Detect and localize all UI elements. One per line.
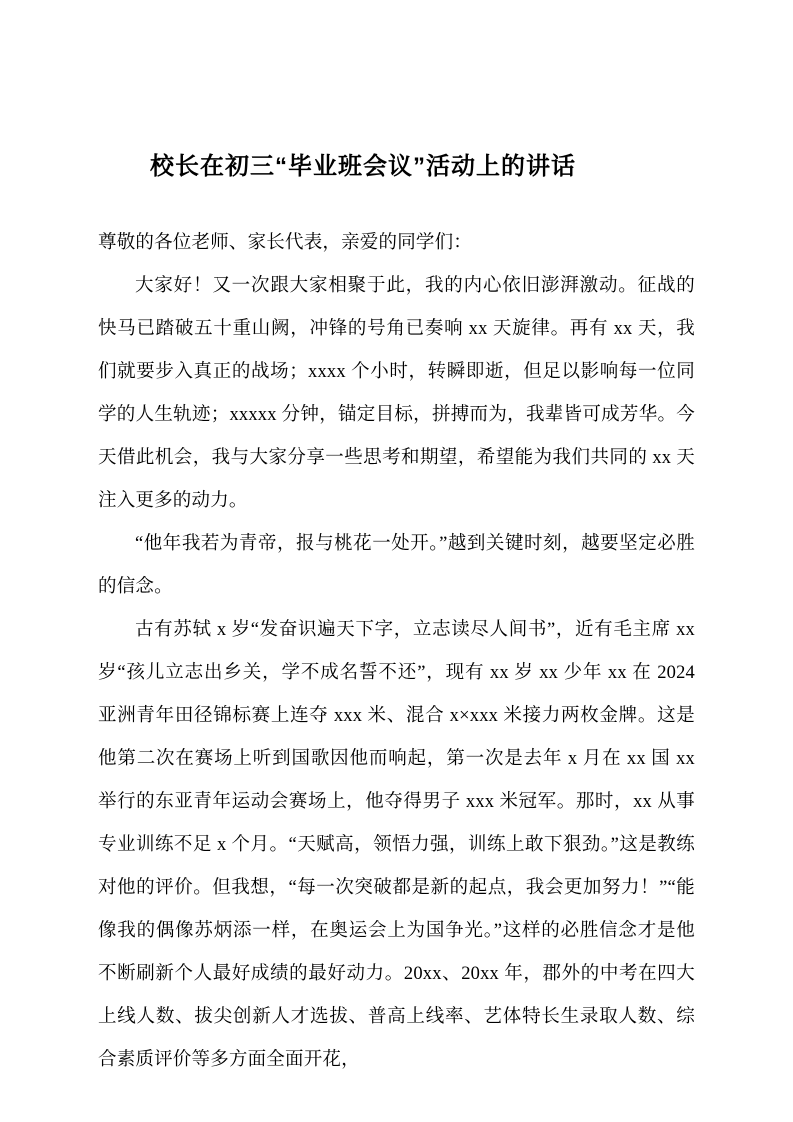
document-body [98, 222, 695, 1082]
page-title: 校长在初三“毕业班会议”活动上的讲话 [150, 153, 576, 180]
paragraph-2: “他年我若为青帝，报与桃花一处开。”越到关键时刻，越要坚定必胜的信念。 [98, 533, 695, 597]
paragraph-1: 大家好！又一次跟大家相聚于此，我的内心依旧澎湃激动。征战的快马已踏破五十重山阙，冲锋的号角已奏响 xx 天旋律。再有 xx 天，我们就要步入真正的战场；xxxx 个小时，转瞬即逝，但足以影响每一位同学的人生轨迹；xxxxx 分钟，锚定目标，拼搏而为，我辈皆可成芳华。今天借此机会，我与大家分享一些思考和期望，希望能为我们共同的 xx 天注入更多的动力。 [98, 275, 695, 511]
paragraph-salutation: 尊敬的各位老师、家长代表，亲爱的同学们： [98, 232, 473, 253]
paragraph-3: 古有苏轼 x 岁“发奋识遍天下字，立志读尽人间书”，近有毛主席 xx 岁“孩儿立志出乡关，学不成名誓不还”，现有 xx 岁 xx 少年 xx 在 2024 亚洲青年田径锦标赛上连夺 xxx 米、混合 x×xxx 米接力两枚金牌。这是他第二次在赛场上听到国歌因他而响起，第一次是去年 x 月在 xx 国 xx 举行的东亚青年运动会赛场上，他夺得男子 xxx 米冠军。那时，xx 从事专业训练不足 x 个月。“天赋高，领悟力强，训练上敢下狠劲。”这是教练对他的评价。但我想，“每一次突破都是新的起点，我会更加努力！”“能像我的偶像苏炳添一样，在奥运会上为国争光。”这样的必胜信念才是他不断刷新个人最好成绩的最好动力。20xx、20xx 年，郡外的中考在四大上线人数、拔尖创新人才选拔、普高上线率、艺体特长生录取人数、综合素质评价等多方面全面开花， [98, 619, 695, 1070]
